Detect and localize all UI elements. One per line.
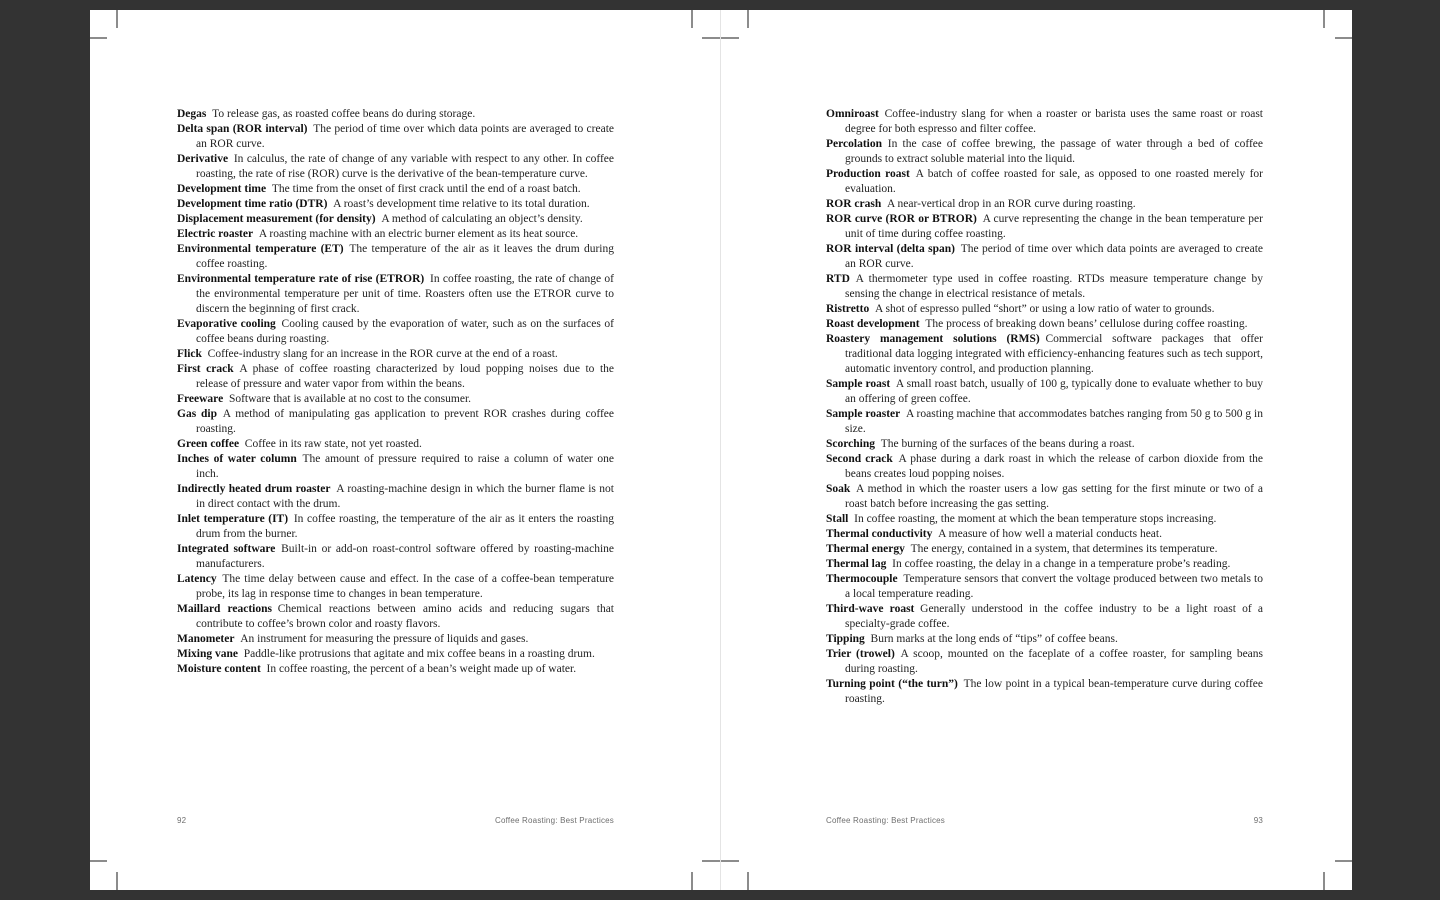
glossary-term: Inlet temperature (IT) [177,513,289,525]
book-spread [90,10,1352,890]
glossary-entry [177,212,614,227]
glossary-term: Environmental temperature rate of rise (ETROR) [177,273,425,285]
glossary-term: Mixing vane [177,648,239,660]
glossary-definition: Coffee-industry slang for an increase in the ROR curve at the end of a roast. [207,348,558,360]
page-right [721,10,1352,890]
glossary-term: Electric roaster [177,228,254,240]
glossary-definition: Burn marks at the long ends of “tips” of coffee beans. [870,633,1118,645]
glossary-entry [177,242,614,272]
glossary-definition: The process of breaking down beans’ cellulose during coffee roasting. [925,318,1248,330]
glossary-term: Roast development [826,318,920,330]
glossary-entry [177,362,614,392]
glossary-definition: In the case of coffee brewing, the passage of water through a bed of coffee grounds to extract soluble material into the liquid. [845,138,1263,165]
glossary-definition: In coffee roasting, the percent of a bean’s weight made up of water. [266,663,577,675]
glossary-entry [177,647,614,662]
glossary-definition: A curve representing the change in the bean temperature per unit of time during coffee roasting. [845,213,1263,240]
glossary-right [826,107,1263,707]
glossary-entry [826,317,1263,332]
glossary-entry [177,482,614,512]
glossary-entry [826,212,1263,242]
glossary-term: Development time [177,183,267,195]
glossary-definition: Coffee in its raw state, not yet roasted. [244,438,422,450]
glossary-entry [826,572,1263,602]
glossary-definition: A method of manipulating gas application to prevent ROR crashes during coffee roasting. [196,408,614,435]
glossary-definition: A roasting machine with an electric burner element as its heat source. [258,228,579,240]
glossary-definition: The low point in a typical bean-temperature curve during coffee roasting. [845,678,1263,705]
glossary-definition: The period of time over which data points are averaged to create an ROR curve. [196,123,614,150]
glossary-definition: The amount of pressure required to raise a column of water one inch. [196,453,614,480]
glossary-entry [177,602,614,632]
glossary-term: Omniroast [826,108,879,120]
glossary-term: Derivative [177,153,229,165]
glossary-term: Stall [826,513,849,525]
glossary-entry [826,332,1263,377]
glossary-term: Thermocouple [826,573,898,585]
glossary-entry [826,407,1263,437]
page-footer-right [826,816,1263,825]
glossary-term: Thermal conductivity [826,528,933,540]
glossary-term: Tipping [826,633,865,645]
glossary-entry [826,482,1263,512]
glossary-term: Manometer [177,633,235,645]
glossary-term: Thermal energy [826,543,905,555]
glossary-definition: Chemical reactions between amino acids and reducing sugars that contribute to coffee’s brown color and roasty flavors. [196,603,614,630]
glossary-term: Freeware [177,393,224,405]
glossary-entry [177,407,614,437]
glossary-term: Indirectly heated drum roaster [177,483,331,495]
glossary-entry [826,197,1263,212]
glossary-definition: In calculus, the rate of change of any variable with respect to any other. In coffee roasting, the rate of rise (ROR) curve is the derivative of the bean-temperature curve. [196,153,614,180]
page-number: 92 [177,816,187,825]
glossary-entry [177,227,614,242]
glossary-entry [826,137,1263,167]
glossary-definition: The period of time over which data points are averaged to create an ROR curve. [845,243,1263,270]
running-title: Coffee Roasting: Best Practices [826,816,945,825]
glossary-term: ROR curve (ROR or BTROR) [826,213,977,225]
glossary-term: Third-wave roast [826,603,915,615]
glossary-entry [177,512,614,542]
glossary-definition: An instrument for measuring the pressure of liquids and gases. [240,633,529,645]
glossary-definition: Commercial software packages that offer traditional data logging integrated with efficiency-enhancing features such as tech support, automatic inventory control, and production planning. [845,333,1263,375]
glossary-term: Integrated software [177,543,276,555]
glossary-term: Thermal lag [826,558,887,570]
glossary-definition: A method in which the roaster users a low gas setting for the first minute or two of a roast batch before increasing the gas setting. [845,483,1263,510]
glossary-definition: The time from the onset of first crack until the end of a roast batch. [271,183,581,195]
glossary-term: Scorching [826,438,875,450]
glossary-definition: A thermometer type used in coffee roasting. RTDs measure temperature change by sensing the change in electrical resistance of metals. [845,273,1263,300]
glossary-definition: A measure of how well a material conducts heat. [938,528,1162,540]
page-left [90,10,721,890]
glossary-definition: A small roast batch, usually of 100 g, typically done to evaluate whether to buy an offering of green coffee. [845,378,1263,405]
glossary-entry [826,452,1263,482]
glossary-definition: Temperature sensors that convert the voltage produced between two metals to a local temperature reading. [845,573,1263,600]
glossary-term: Sample roaster [826,408,901,420]
glossary-definition: A batch of coffee roasted for sale, as opposed to one roasted merely for evaluation. [845,168,1263,195]
glossary-entry [826,527,1263,542]
glossary-entry [177,182,614,197]
glossary-definition: Built-in or add-on roast-control software offered by roasting-machine manufacturers. [196,543,615,570]
glossary-entry [177,122,614,152]
glossary-entry [177,437,614,452]
glossary-definition: A scoop, mounted on the faceplate of a coffee roaster, for sampling beans during roasting. [845,648,1263,675]
glossary-left [177,107,614,677]
glossary-term: ROR crash [826,198,882,210]
glossary-term: Displacement measurement (for density) [177,213,376,225]
glossary-definition: A shot of espresso pulled “short” or using a low ratio of water to grounds. [874,303,1215,315]
glossary-term: Trier (trowel) [826,648,895,660]
glossary-term: Environmental temperature (ET) [177,243,344,255]
glossary-entry [826,302,1263,317]
glossary-term: First crack [177,363,234,375]
page-footer-left [177,816,614,825]
glossary-term: Second crack [826,453,893,465]
glossary-entry [826,602,1263,632]
glossary-term: Gas dip [177,408,217,420]
glossary-term: Production roast [826,168,910,180]
glossary-definition: Paddle-like protrusions that agitate and mix coffee beans in a roasting drum. [243,648,595,660]
page-number: 93 [1253,816,1263,825]
glossary-definition: A roast’s development time relative to its total duration. [333,198,590,210]
glossary-entry [826,512,1263,527]
glossary-term: Evaporative cooling [177,318,276,330]
glossary-entry [177,392,614,407]
glossary-definition: A phase of coffee roasting characterized by loud popping noises due to the release of pressure and water vapor from within the beans. [196,363,615,390]
glossary-entry [826,242,1263,272]
glossary-entry [177,347,614,362]
glossary-term: Ristretto [826,303,870,315]
glossary-definition: A roasting machine that accommodates batches ranging from 50 g to 500 g in size. [845,408,1263,435]
glossary-definition: In coffee roasting, the temperature of the air as it enters the roasting drum from the burner. [196,513,615,540]
glossary-definition: The burning of the surfaces of the beans during a roast. [880,438,1135,450]
glossary-entry [826,107,1263,137]
glossary-entry [826,542,1263,557]
glossary-entry [177,632,614,647]
running-title: Coffee Roasting: Best Practices [495,816,614,825]
glossary-entry [826,437,1263,452]
glossary-definition: Coffee-industry slang for when a roaster or barista uses the same roast or roast degree for both espresso and filter coffee. [845,108,1263,135]
glossary-term: Moisture content [177,663,261,675]
glossary-definition: Generally understood in the coffee industry to be a light roast of a specialty-grade coffee. [845,603,1263,630]
glossary-entry [826,272,1263,302]
glossary-entry [177,542,614,572]
glossary-entry [177,152,614,182]
glossary-entry [826,377,1263,407]
glossary-definition: In coffee roasting, the moment at which the bean temperature stops increasing. [854,513,1217,525]
glossary-term: Latency [177,573,217,585]
glossary-definition: The energy, contained in a system, that determines its temperature. [910,543,1218,555]
glossary-definition: In coffee roasting, the delay in a change in a temperature probe’s reading. [892,558,1231,570]
glossary-entry [826,632,1263,647]
glossary-definition: Cooling caused by the evaporation of water, such as on the surfaces of coffee beans during roasting. [196,318,614,345]
glossary-definition: A method of calculating an object’s density. [381,213,583,225]
glossary-entry [177,572,614,602]
glossary-entry [177,272,614,317]
glossary-entry [177,662,614,677]
glossary-entry [826,557,1263,572]
glossary-term: Development time ratio (DTR) [177,198,328,210]
glossary-definition: In coffee roasting, the rate of change of the environmental temperature per unit of time. Roasters often use the ETROR curve to discern the beginning of first crack. [196,273,614,315]
glossary-definition: A phase during a dark roast in which the release of carbon dioxide from the beans creates loud popping noises. [845,453,1263,480]
glossary-entry [826,677,1263,707]
glossary-term: Turning point (“the turn”) [826,678,958,690]
glossary-entry [826,167,1263,197]
glossary-term: RTD [826,273,850,285]
glossary-term: ROR interval (delta span) [826,243,955,255]
glossary-term: Percolation [826,138,882,150]
glossary-definition: The temperature of the air as it leaves the drum during coffee roasting. [196,243,614,270]
glossary-entry [177,107,614,122]
glossary-definition: To release gas, as roasted coffee beans do during storage. [212,108,476,120]
glossary-term: Flick [177,348,202,360]
glossary-entry [177,317,614,347]
glossary-definition: A near-vertical drop in an ROR curve during roasting. [887,198,1136,210]
glossary-term: Sample roast [826,378,891,390]
glossary-term: Inches of water column [177,453,297,465]
glossary-definition: The time delay between cause and effect. In the case of a coffee-bean temperature probe, its lag in response time to changes in bean temperature. [196,573,614,600]
glossary-definition: Software that is available at no cost to the consumer. [228,393,472,405]
glossary-entry [177,452,614,482]
glossary-term: Soak [826,483,851,495]
glossary-term: Maillard reactions [177,603,273,615]
glossary-entry [177,197,614,212]
glossary-entry [826,647,1263,677]
glossary-term: Green coffee [177,438,240,450]
glossary-definition: A roasting-machine design in which the burner flame is not in direct contact with the drum. [196,483,614,510]
glossary-term: Delta span (ROR interval) [177,123,308,135]
glossary-term: Degas [177,108,207,120]
glossary-term: Roastery management solutions (RMS) [826,333,1040,345]
